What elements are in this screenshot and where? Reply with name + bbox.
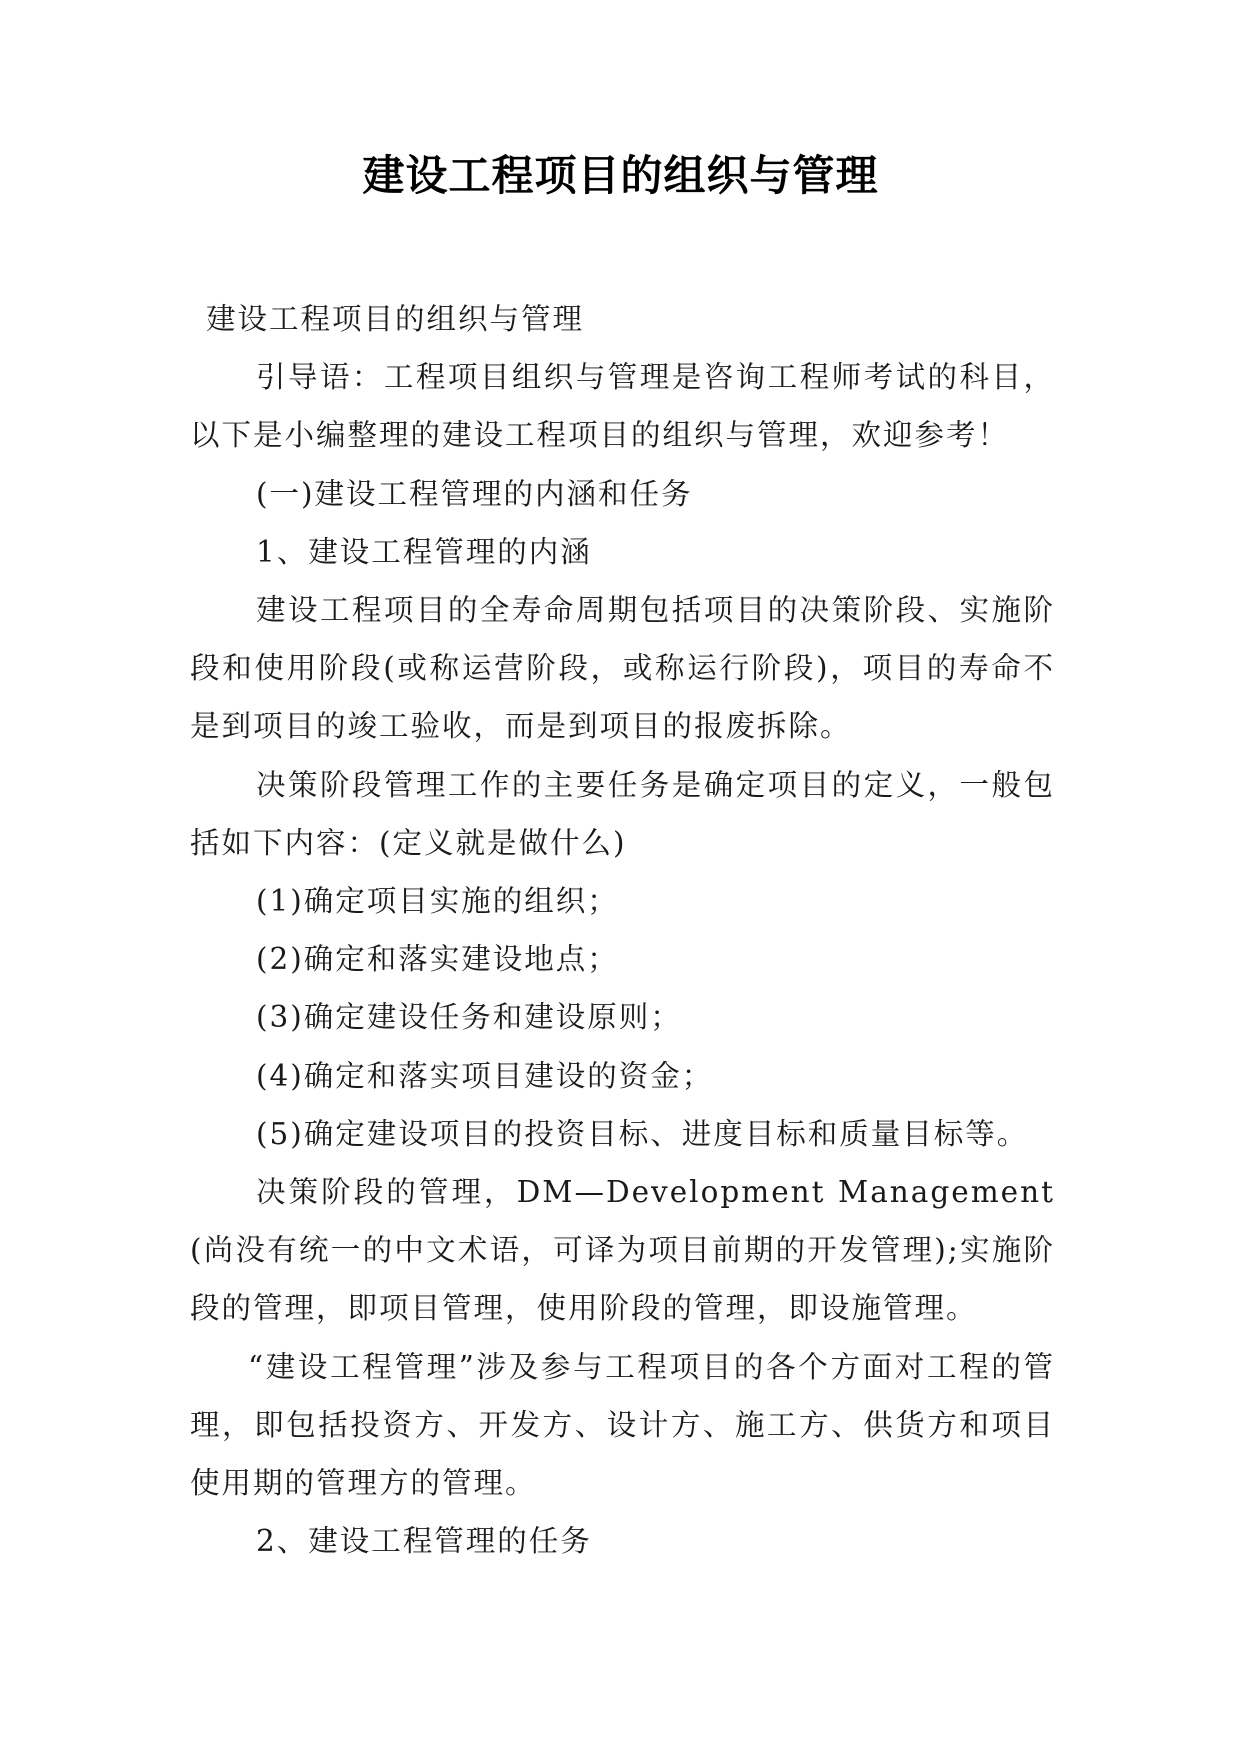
- list-item: (5)确定建设项目的投资目标、进度目标和质量目标等。: [256, 1116, 1029, 1151]
- list-item: (2)确定和落实建设地点；: [256, 942, 619, 977]
- list-item: (3)确定建设任务和建设原则；: [256, 1000, 682, 1035]
- document-title: 建设工程项目的组织与管理: [362, 151, 879, 200]
- document-subtitle: 建设工程项目的组织与管理: [206, 302, 585, 336]
- subsection-heading-1: 1、建设工程管理的内涵: [256, 534, 592, 569]
- list-item: (1)确定项目实施的组织；: [256, 884, 619, 919]
- paragraph-decision-stage: 决策阶段管理工作的主要任务是确定项目的定义，一般包括如下内容：(定义就是做什么): [190, 767, 1055, 860]
- paragraph-management-stages: 决策阶段的管理，DM—Development Management (尚没有统一的中文术语，可译为项目前期的开发管理);实施阶段的管理，即项目管理，使用阶段的管理，即设施管理。: [190, 1175, 1055, 1326]
- document-body: [190, 290, 1055, 1570]
- section-heading-1: (一)建设工程管理的内涵和任务: [256, 476, 693, 511]
- list-item: (4)确定和落实项目建设的资金；: [256, 1058, 714, 1093]
- subsection-heading-2: 2、建设工程管理的任务: [256, 1524, 592, 1559]
- paragraph-construction-management: “建设工程管理”涉及参与工程项目的各个方面对工程的管理，即包括投资方、开发方、设计方、施工方、供货方和项目使用期的管理方的管理。: [190, 1349, 1055, 1501]
- paragraph-lifecycle: 建设工程项目的全寿命周期包括项目的决策阶段、实施阶段和使用阶段(或称运营阶段，或称运行阶段)，项目的寿命不是到项目的竣工验收，而是到项目的报废拆除。: [190, 593, 1055, 744]
- paragraph-intro: 引导语：工程项目组织与管理是咨询工程师考试的科目，以下是小编整理的建设工程项目的组织与管理，欢迎参考！: [190, 360, 1055, 453]
